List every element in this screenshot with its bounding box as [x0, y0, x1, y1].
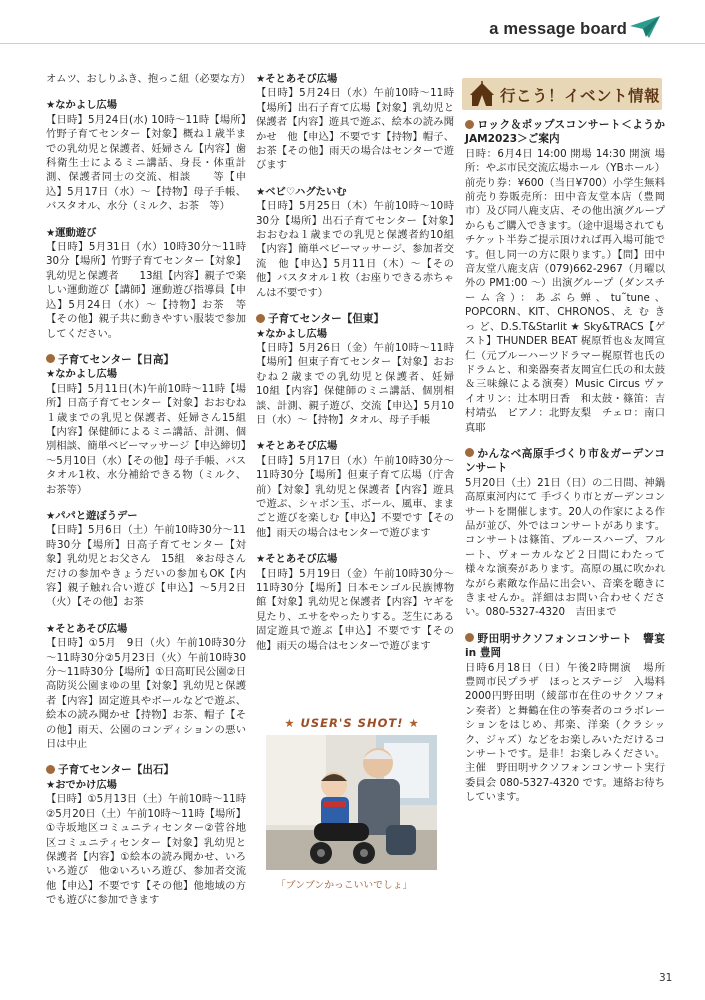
event-subtitle: ★おでかけ広場: [46, 778, 117, 791]
block-text: 【日時】5月31日（水）10時30分～11時30分【場所】竹野子育てセンター【対象】乳幼児と保護者 13組【内容】親子で楽しい運動遊び【講師】運動遊び指導員【申込】5月24日（水）～【持物】お茶 等【その他】親子共に動きやすい服装で参加してください。: [46, 241, 246, 340]
block-text: 【日時】5月17日（水）午前10時30分～11時30分【場所】但東子育て広場（庁舎前）【対象】乳幼児と保護者【内容】遊具で遊ぶ、シャボン玉、ボール、風車、ままごと遊びを楽しむ【申込】不要です【その他】雨天の場合はセンターで遊びます: [256, 454, 454, 539]
event-body: 5月20日（土）21日（日）の二日間、神鍋高原東河内にて 手づくり市とガーデンコンサートを開催します。20人の作家による作品が並び、外ではコンサートがあります。コンサートは篠笛、ブルースハープ、フルート、ヴォーカルなど２日間にわたって様々な演奏があります。高原の風に吹かれながら素敵な作品に出会い、音楽を聴きにきませんか。詳細はお問い合わせください。080-5327-4320 吉田まで: [465, 476, 665, 619]
column-1: [46, 72, 257, 920]
block-text: 【日時】①5月 9日（火）午前10時30分～11時30分②5月23日（火）午前10時30分～11時30分【場所】①日高町民公園②日高防災公園まゆの里【対象】乳幼児と保護者【内容】固定遊具やボールなどで遊ぶ、絵本の読み聞かせ【持物】お茶、帽子【その他】雨天、公園のコンディションの悪い日は中止: [46, 637, 246, 751]
event-body: 日時：6月4日 14:00 開場 14:30 開演 場所：やぶ市民交流広場ホール（YBホール）前売り券：¥600（当日¥700）小学生無料前売り券販売所：田中音友堂本店（豊岡市）及び同八鹿支店、その他出演グループからもご購入できます。（途中退場されてもチケット半券ご提示頂ければ再入場可能です。但し同一の方に限ります。）【問】田中音友堂八鹿支店（079)662-2967（月曜以外の PM1:00 ～）出演グループ（ダンスチーム含）：あぶら蝉、tu˜tune、POPCORN、KIT、CHRONOS、え む き っ ど、D.S.T&Starlit ★ Sky&TRACS【ゲスト】THUNDER BEAT 梶原哲也＆友岡宣仁（元ブルーハーツドラマー梶原哲也氏のドラムと、和楽器奏者友岡宣仁氏の和太鼓＆三味線による演奏）Music Circus ヴァイオリン：辻本明日香 和太鼓・篠笛：吉村靖弘 ピアノ：北野友梨 チェロ：南口真耶: [465, 147, 665, 434]
event-title: [465, 447, 665, 476]
page-number: 31: [659, 972, 673, 984]
col1-block: [46, 353, 246, 497]
block-text: 【日時】5月24日（水）午前10時～11時【場所】出石子育て広場【対象】乳幼児と保護者【内容】遊具で遊ぶ、絵本の読み聞かせ 他【申込】不要です【持物】帽子、お茶【その他】雨天の場合はセンターで遊びます: [256, 87, 454, 172]
event-item: [465, 118, 665, 435]
block-text: 【日時】①5月13日（土）午前10時～11時②5月20日（土）午前10時～11時【場所】①寺坂地区コミュニティセンター②菅谷地区コミュニティセンター【対象】乳幼児と保護者【内容】①絵本の読み聞かせ、いろいろ遊び 他②いろいろ遊び、参加者交流 他【申込】不要です【その他】他地域の方でも遊びに参加できます: [46, 793, 257, 907]
col2-block: [256, 312, 465, 427]
event-title-text: かんなべ高原手づくり市＆ガーデンコンサート: [465, 447, 665, 475]
block-text: オムツ、おしりふき、抱っこ紐（必要な方）: [46, 73, 251, 85]
event-subtitle: ★なかよし広場: [46, 368, 118, 381]
section-heading-text: 子育てセンター【出石】: [58, 764, 175, 777]
bullet-dot-icon: [465, 120, 474, 129]
bullet-dot-icon: [465, 633, 474, 642]
circus-tent-icon: [468, 81, 496, 107]
col1-block: [46, 763, 257, 907]
column-3: [465, 118, 676, 817]
event-subtitle: ★運動遊び: [46, 226, 97, 239]
photo-caption: 「ブンブンかっこいいでしょ」: [276, 880, 413, 891]
block-text: 【日時】5月26日（金）午前10時～11時【場所】但東子育てセンター【対象】おおむね２歳までの乳幼児と保護者、妊婦 10組【内容】保健師のミニ講話、個別相談、計測、親子遊び、交流【申込】5月10日（水）～【持物】タオル、母子手帳: [256, 341, 465, 426]
bullet-dot-icon: [46, 765, 55, 774]
event-item: [465, 447, 665, 620]
col2-block: [256, 439, 454, 540]
event-subtitle: ★なかよし広場: [256, 327, 328, 340]
event-item: [465, 632, 676, 805]
photo-illustration: [266, 735, 437, 870]
event-subtitle: ★そとあそび広場: [256, 553, 338, 566]
event-subtitle: ★そとあそび広場: [256, 440, 338, 453]
block-text: 【日時】5月25日（木）午前10時～10時30分【場所】出石子育てセンター【対象】おおむね１歳までの乳児と保護者約10組【内容】簡単ベビーマッサージ、参加者交流 他【申込】5月11日（木）～【その他】バスタオル１枚（お座りできる赤ちゃんは不要です）: [256, 200, 454, 299]
event-title: [465, 632, 665, 661]
event-subtitle: ★ベビ♡ハグたいむ: [256, 185, 347, 198]
paper-plane-icon: [629, 15, 661, 39]
users-shot-title-text: USER'S SHOT!: [300, 716, 404, 730]
star-icon: ★: [284, 716, 301, 730]
block-text: 【日時】5月19日（金）午前10時30分～11時30分【場所】日本モンゴル民族博物館【対象】乳幼児と保護者【内容】ヤギを見たり、エサをやったりする。芝生にある固定遊具で遊ぶ【申込】不要です【その他】雨天の場合はセンターで遊びます: [256, 567, 454, 652]
event-title-text: ロック＆ポップスコンサート＜ようかJAM2023＞ご案内: [465, 119, 665, 146]
event-subtitle: ★そとあそび広場: [256, 73, 338, 85]
users-shot-photo: [266, 735, 437, 870]
col2-block: [256, 552, 454, 653]
col2-block: [256, 72, 454, 173]
col1-block: [46, 622, 246, 752]
section-heading: [256, 312, 454, 326]
event-title: [465, 118, 665, 147]
event-subtitle: ★そとあそび広場: [46, 622, 128, 635]
banner-title: 行こう！イベント情報: [500, 87, 661, 105]
section-heading-text: 子育てセンター【日高】: [58, 353, 175, 366]
event-body: 日時6月18日（日）午後2時開演 場所 豊岡市民プラザ ほっとステージ 入場料2000円野田明（綾部市在住のサクソフォン奏者）と舞鶴在住の筝奏者のコラボレーションをはじめ、邦楽、洋楽（クラシック、ジャズ）などをお楽しみいただけるコンサートです。是非！お楽しみください。主催 野田明サクソフォンコンサート実行委員会 080-5327-4320 です。連絡お待ちしています。: [465, 661, 676, 804]
header-title: a message board: [489, 20, 627, 38]
bullet-dot-icon: [256, 314, 265, 323]
event-info-banner: [462, 78, 662, 110]
section-heading: [46, 353, 246, 367]
col1-block: [46, 509, 246, 610]
col1-block: [46, 226, 246, 341]
header-divider: [0, 43, 705, 44]
block-text: 【日時】5月24日(水) 10時～11時【場所】竹野子育てセンター【対象】概ね１歳半までの乳幼児と保護者、妊婦さん【内容】歯科衛生士によるミニ講話、身長・体重計測、保護者同士の交流、相談 等【申込】5月17日（水）～【持物】母子手帳、バスタオル、水分（ミルク、お茶 等）: [46, 113, 246, 213]
event-title-text: 野田明サクソフォンコンサート 響宴 in 豊岡: [465, 632, 665, 660]
col1-block: [46, 72, 251, 86]
star-icon: ★: [403, 716, 420, 730]
block-text: 【日時】5月6日（土）午前10時30分～11時30分【場所】日高子育てセンター【対象】乳幼児とお父さん 15組 ※お母さんだけの参加やきょうだいの参加もOK【内容】親子触れ合い遊び【申込】～5月2日（火）【その他】お茶: [46, 524, 246, 609]
column-2: [256, 72, 465, 665]
event-subtitle: ★なかよし広場: [46, 99, 118, 112]
bullet-dot-icon: [465, 448, 474, 457]
bullet-dot-icon: [46, 354, 55, 363]
section-heading: [46, 763, 246, 777]
section-heading-text: 子育てセンター【但東】: [268, 313, 385, 326]
col2-block: [256, 185, 454, 300]
users-shot-title: [268, 716, 436, 730]
col1-block: [46, 98, 246, 213]
block-text: 【日時】5月11日(木)午前10時～11時【場所】日高子育てセンター【対象】おおむね１歳までの乳児と保護者、妊婦さん15組【内容】保健師によるミニ講話、計測、個別相談、簡単ベビーマッサージ【申込締切】～5月10日（水）【その他】母子手帳、バスタオル1枚、水分補給できる物（ミルク、お茶等）: [46, 382, 246, 496]
event-subtitle: ★パパと遊ぼうデー: [46, 509, 138, 522]
